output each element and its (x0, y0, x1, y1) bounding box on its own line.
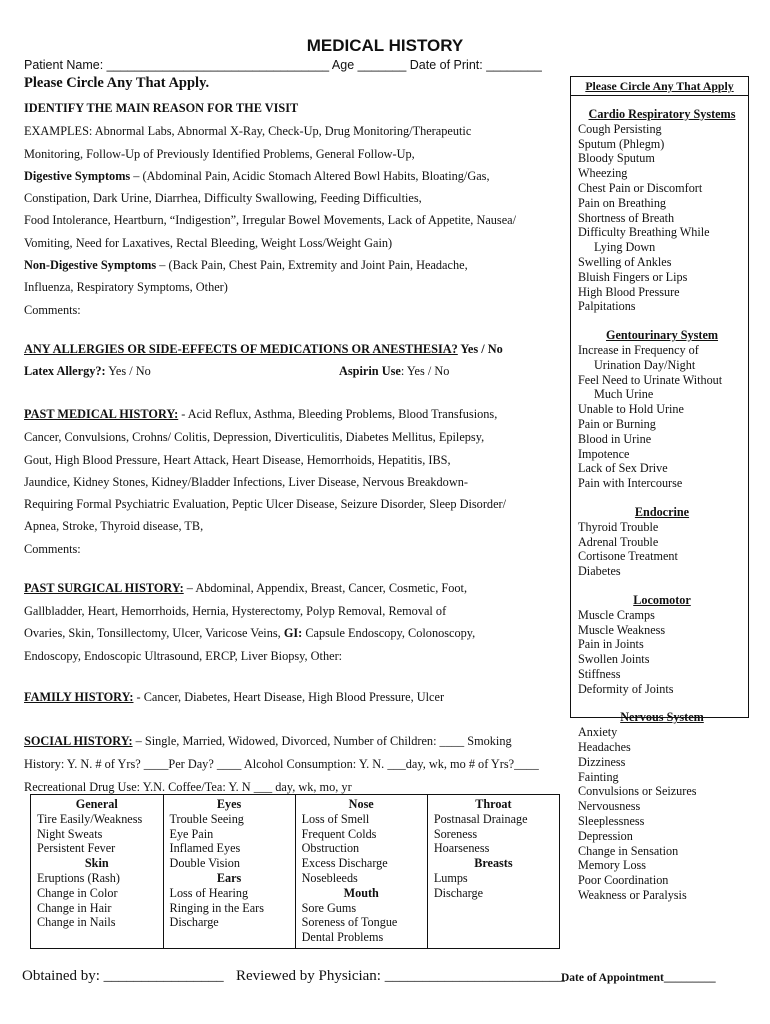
column-heading: Eyes (216, 797, 242, 811)
family-history-line[interactable] (24, 690, 444, 705)
symptom-option[interactable]: Muscle Cramps (578, 607, 655, 622)
column-heading: Nose (348, 797, 374, 811)
symptom-option[interactable]: Memory Loss (578, 858, 647, 873)
digestive-options[interactable]: – (Abdominal Pain, Acidic Stomach Altered Bowl Habits, Bloating/Gas, (130, 169, 490, 183)
symptom-option[interactable]: Difficulty Breathing While (578, 225, 710, 240)
reason-line[interactable]: Influenza, Respiratory Symptoms, Other) (24, 280, 228, 294)
column-heading: Ears (216, 870, 242, 885)
symptom-option[interactable]: Soreness of Tongue (301, 915, 398, 930)
aspirin-use[interactable] (339, 364, 449, 379)
throat-breasts-column (427, 795, 559, 949)
symptom-option[interactable]: Fainting (578, 769, 619, 784)
symptom-option[interactable]: Increase in Frequency of (578, 342, 699, 357)
symptom-option[interactable]: Headaches (578, 740, 631, 755)
digestive-line[interactable] (24, 169, 490, 184)
symptom-option[interactable]: Dizziness (578, 754, 626, 769)
past-medical-heading: PAST MEDICAL HISTORY: (24, 407, 179, 421)
symptom-option[interactable]: High Blood Pressure (578, 284, 680, 299)
symptom-option[interactable]: Impotence (578, 446, 630, 461)
symptom-option[interactable]: Inflamed Eyes (169, 841, 241, 856)
symptom-option[interactable]: Ringing in the Ears (169, 900, 264, 915)
circle-instruction: Please Circle Any That Apply. (24, 75, 210, 91)
symptom-option[interactable]: Obstruction (301, 841, 360, 856)
symptom-option[interactable]: Stiffness (578, 666, 621, 681)
symptom-option[interactable]: Depression (578, 828, 633, 843)
gi-options[interactable]: Capsule Endoscopy, Colonoscopy, (302, 626, 476, 640)
family-history-options[interactable]: - Cancer, Diabetes, Heart Disease, High Blood Pressure, Ulcer (133, 690, 445, 704)
symptom-option[interactable]: Adrenal Trouble (578, 534, 659, 549)
page-title: MEDICAL HISTORY (306, 36, 464, 55)
symptom-option[interactable]: Poor Coordination (578, 873, 669, 888)
symptom-option[interactable]: Discharge (169, 915, 219, 930)
section-heading: Endocrine (634, 504, 690, 519)
section-heading: Gentourinary System (605, 328, 719, 343)
symptom-option[interactable]: Bluish Fingers or Lips (578, 269, 688, 284)
reason-heading: IDENTIFY THE MAIN REASON FOR THE VISIT (24, 101, 299, 115)
symptom-option[interactable]: Nervousness (578, 799, 641, 814)
latex-answer[interactable]: Yes / No (105, 364, 151, 378)
past-medical-options[interactable]: - Acid Reflux, Asthma, Bleeding Problems, Blood Transfusions, (178, 407, 498, 421)
general-skin-column (31, 795, 164, 949)
patient-info-line[interactable]: Patient Name: ________________________________ Age _______ Date of Print: ________ (24, 58, 542, 72)
column-heading: General (75, 797, 118, 811)
symptom-option[interactable]: Pain on Breathing (578, 195, 667, 210)
past-surgical-line[interactable] (24, 581, 467, 596)
social-history-line[interactable]: History: Y. N. # of Yrs? ____Per Day? ____ Alcohol Consumption: Y. N. ___day, wk, mo # of Yrs?____ (24, 757, 539, 771)
reason-line[interactable]: EXAMPLES: Abnormal Labs, Abnormal X-Ray, Check-Up, Drug Monitoring/Therapeutic (24, 124, 472, 138)
symptom-option[interactable]: Postnasal Drainage (433, 811, 528, 826)
symptom-option[interactable]: Sputum (Phlegm) (578, 136, 665, 151)
aspirin-answer[interactable]: : Yes / No (400, 364, 450, 378)
symptom-table (30, 794, 560, 949)
column-heading: Breasts (474, 856, 513, 871)
symptom-option[interactable]: Wheezing (578, 166, 628, 181)
symptom-option[interactable]: Nosebleeds (301, 870, 358, 885)
symptom-option[interactable]: Swollen Joints (578, 652, 650, 667)
symptom-option[interactable]: Deformity of Joints (578, 681, 674, 696)
symptom-option[interactable]: Change in Sensation (578, 843, 679, 858)
symptom-option[interactable]: Lying Down (594, 240, 656, 255)
symptom-option[interactable]: Pain with Intercourse (578, 476, 683, 491)
symptom-option[interactable]: Change in Nails (37, 915, 116, 930)
symptom-option[interactable]: Persistent Fever (37, 841, 116, 856)
symptom-option[interactable]: Blood in Urine (578, 431, 652, 446)
symptom-option[interactable]: Much Urine (594, 387, 654, 402)
appointment-date-field[interactable]: Date of Appointment_________ (561, 972, 716, 984)
social-history-line[interactable] (24, 734, 512, 749)
reason-line[interactable]: Food Intolerance, Heartburn, “Indigestion”, Irregular Bowel Movements, Lack of Appetite, Nausea/ (24, 213, 517, 227)
reviewed-by-field[interactable]: Reviewed by Physician: ________________________ (236, 968, 565, 984)
symptom-option[interactable]: Discharge (433, 885, 483, 900)
past-surgical-options[interactable]: Ovaries, Skin, Tonsillectomy, Ulcer, Varicose Veins, (24, 626, 284, 640)
symptom-option[interactable]: Hoarseness (433, 841, 490, 856)
allergies-line[interactable] (24, 342, 503, 357)
family-history-heading: FAMILY HISTORY: (24, 690, 134, 704)
latex-allergy[interactable] (24, 364, 151, 379)
symptom-option[interactable]: Excess Discharge (301, 856, 388, 871)
symptom-option[interactable]: Eruptions (Rash) (37, 870, 120, 885)
past-surgical-line[interactable]: Endoscopy, Endoscopic Ultrasound, ERCP, Liver Biopsy, Other: (24, 649, 343, 663)
nose-mouth-column (295, 795, 427, 949)
symptom-option[interactable]: Trouble Seeing (169, 811, 244, 826)
past-medical-line[interactable]: Cancer, Convulsions, Crohns/ Colitis, Depression, Diverticulitis, Diabetes Mellitus, Epilepsy, (24, 430, 485, 444)
allergies-answer[interactable]: Yes / No (457, 342, 503, 356)
symptom-option[interactable]: Lumps (433, 870, 468, 885)
past-medical-line[interactable]: Requiring Formal Psychiatric Evaluation, Peptic Ulcer Disease, Seizure Disorder, Sleep Disorder/ (24, 497, 507, 511)
symptom-option[interactable]: Pain or Burning (578, 416, 656, 431)
symptom-option[interactable]: Palpitations (578, 299, 636, 314)
symptom-option[interactable]: Soreness (433, 826, 478, 841)
symptom-option[interactable]: Convulsions or Seizures (578, 784, 697, 799)
symptom-option[interactable]: Double Vision (169, 856, 240, 871)
symptom-option[interactable]: Pain in Joints (578, 637, 644, 652)
past-surgical-heading: PAST SURGICAL HISTORY: (24, 581, 184, 595)
latex-label: Latex Allergy?: (24, 364, 106, 378)
symptom-option[interactable]: Shortness of Breath (578, 210, 675, 225)
reason-line[interactable]: Constipation, Dark Urine, Diarrhea, Difficulty Swallowing, Feeding Difficulties, (24, 191, 422, 205)
symptom-option[interactable]: Swelling of Ankles (578, 254, 672, 269)
section-heading: Nervous System (620, 710, 704, 725)
symptom-option[interactable]: Sore Gums (301, 900, 357, 915)
symptom-option[interactable]: Loss of Hearing (169, 885, 249, 900)
column-heading: Skin (84, 856, 109, 871)
symptom-option[interactable]: Unable to Hold Urine (578, 402, 684, 417)
social-history-heading: SOCIAL HISTORY: (24, 734, 133, 748)
reason-line[interactable]: Monitoring, Follow-Up of Previously Identified Problems, General Follow-Up, (24, 147, 415, 161)
symptom-option[interactable]: Bloody Sputum (578, 151, 655, 166)
symptom-option[interactable]: Change in Hair (37, 900, 112, 915)
column-heading: Mouth (343, 885, 379, 900)
section-heading: Locomotor (633, 592, 691, 607)
symptom-option[interactable]: Loss of Smell (301, 811, 370, 826)
symptom-option[interactable]: Dental Problems (301, 930, 384, 945)
symptom-option[interactable]: Eye Pain (169, 826, 214, 841)
reason-comments[interactable]: Comments: (24, 303, 81, 317)
symptom-option[interactable]: Weakness or Paralysis (578, 888, 687, 903)
nondigestive-line[interactable] (24, 258, 468, 273)
symptom-option[interactable]: Diabetes (578, 564, 621, 579)
sidebar-instruction: Please Circle Any That Apply (571, 77, 748, 96)
digestive-label: Digestive Symptoms (24, 169, 131, 183)
symptom-option[interactable]: Feel Need to Urinate Without (578, 372, 723, 387)
symptom-option[interactable]: Chest Pain or Discomfort (578, 180, 703, 195)
section-heading: Cardio Respiratory Systems (588, 107, 736, 121)
nondigestive-options[interactable]: – (Back Pain, Chest Pain, Extremity and Joint Pain, Headache, (156, 258, 468, 272)
symptom-option[interactable]: Lack of Sex Drive (578, 461, 668, 476)
column-heading: Throat (475, 797, 512, 811)
past-surgical-options[interactable]: – Abdominal, Appendix, Breast, Cancer, Cosmetic, Foot, (183, 581, 468, 595)
nondigestive-label: Non-Digestive Symptoms (24, 258, 157, 272)
past-surgical-line[interactable] (24, 626, 475, 641)
symptom-option[interactable]: Night Sweats (37, 826, 103, 841)
obtained-by-field[interactable]: Obtained by: ________________ (22, 968, 224, 984)
aspirin-label: Aspirin Use (339, 364, 401, 378)
review-of-systems-panel (570, 76, 749, 903)
symptom-option[interactable]: Thyroid Trouble (578, 519, 659, 534)
symptom-option[interactable]: Frequent Colds (301, 826, 377, 841)
symptom-option[interactable]: Urination Day/Night (594, 357, 696, 372)
symptom-option[interactable]: Anxiety (578, 725, 618, 740)
past-medical-line[interactable]: Gout, High Blood Pressure, Heart Attack, Heart Disease, Hemorrhoids, Hepatitis, IBS, (24, 453, 451, 467)
past-medical-line[interactable]: Jaundice, Kidney Stones, Kidney/Bladder Infections, Liver Disease, Nervous Breakdown- (24, 475, 468, 489)
past-medical-line[interactable]: Apnea, Stroke, Thyroid disease, TB, (24, 519, 204, 533)
past-surgical-line[interactable]: Gallbladder, Heart, Hemorrhoids, Hernia, Hysterectomy, Polyp Removal, Removal of (24, 604, 447, 618)
allergies-heading: ANY ALLERGIES OR SIDE-EFFECTS OF MEDICATIONS OR ANESTHESIA? (24, 342, 458, 356)
symptom-option[interactable]: Muscle Weakness (578, 622, 666, 637)
social-history-line[interactable]: Recreational Drug Use: Y.N. Coffee/Tea: Y. N ___ day, wk, mo, yr (24, 780, 352, 794)
symptom-option[interactable]: Change in Color (37, 885, 118, 900)
social-history-options[interactable]: – Single, Married, Widowed, Divorced, Number of Children: ____ Smoking (132, 734, 512, 748)
gi-label: GI: (283, 626, 303, 640)
symptom-option[interactable]: Cortisone Treatment (578, 549, 678, 564)
eyes-ears-column (163, 795, 295, 949)
past-medical-line[interactable] (24, 407, 497, 422)
symptom-option[interactable]: Cough Persisting (578, 121, 662, 136)
reason-line[interactable]: Vomiting, Need for Laxatives, Rectal Bleeding, Weight Loss/Weight Gain) (24, 236, 393, 250)
symptom-option[interactable]: Tire Easily/Weakness (37, 811, 143, 826)
symptom-option[interactable]: Sleeplessness (578, 814, 645, 829)
past-medical-comments[interactable]: Comments: (24, 542, 81, 556)
